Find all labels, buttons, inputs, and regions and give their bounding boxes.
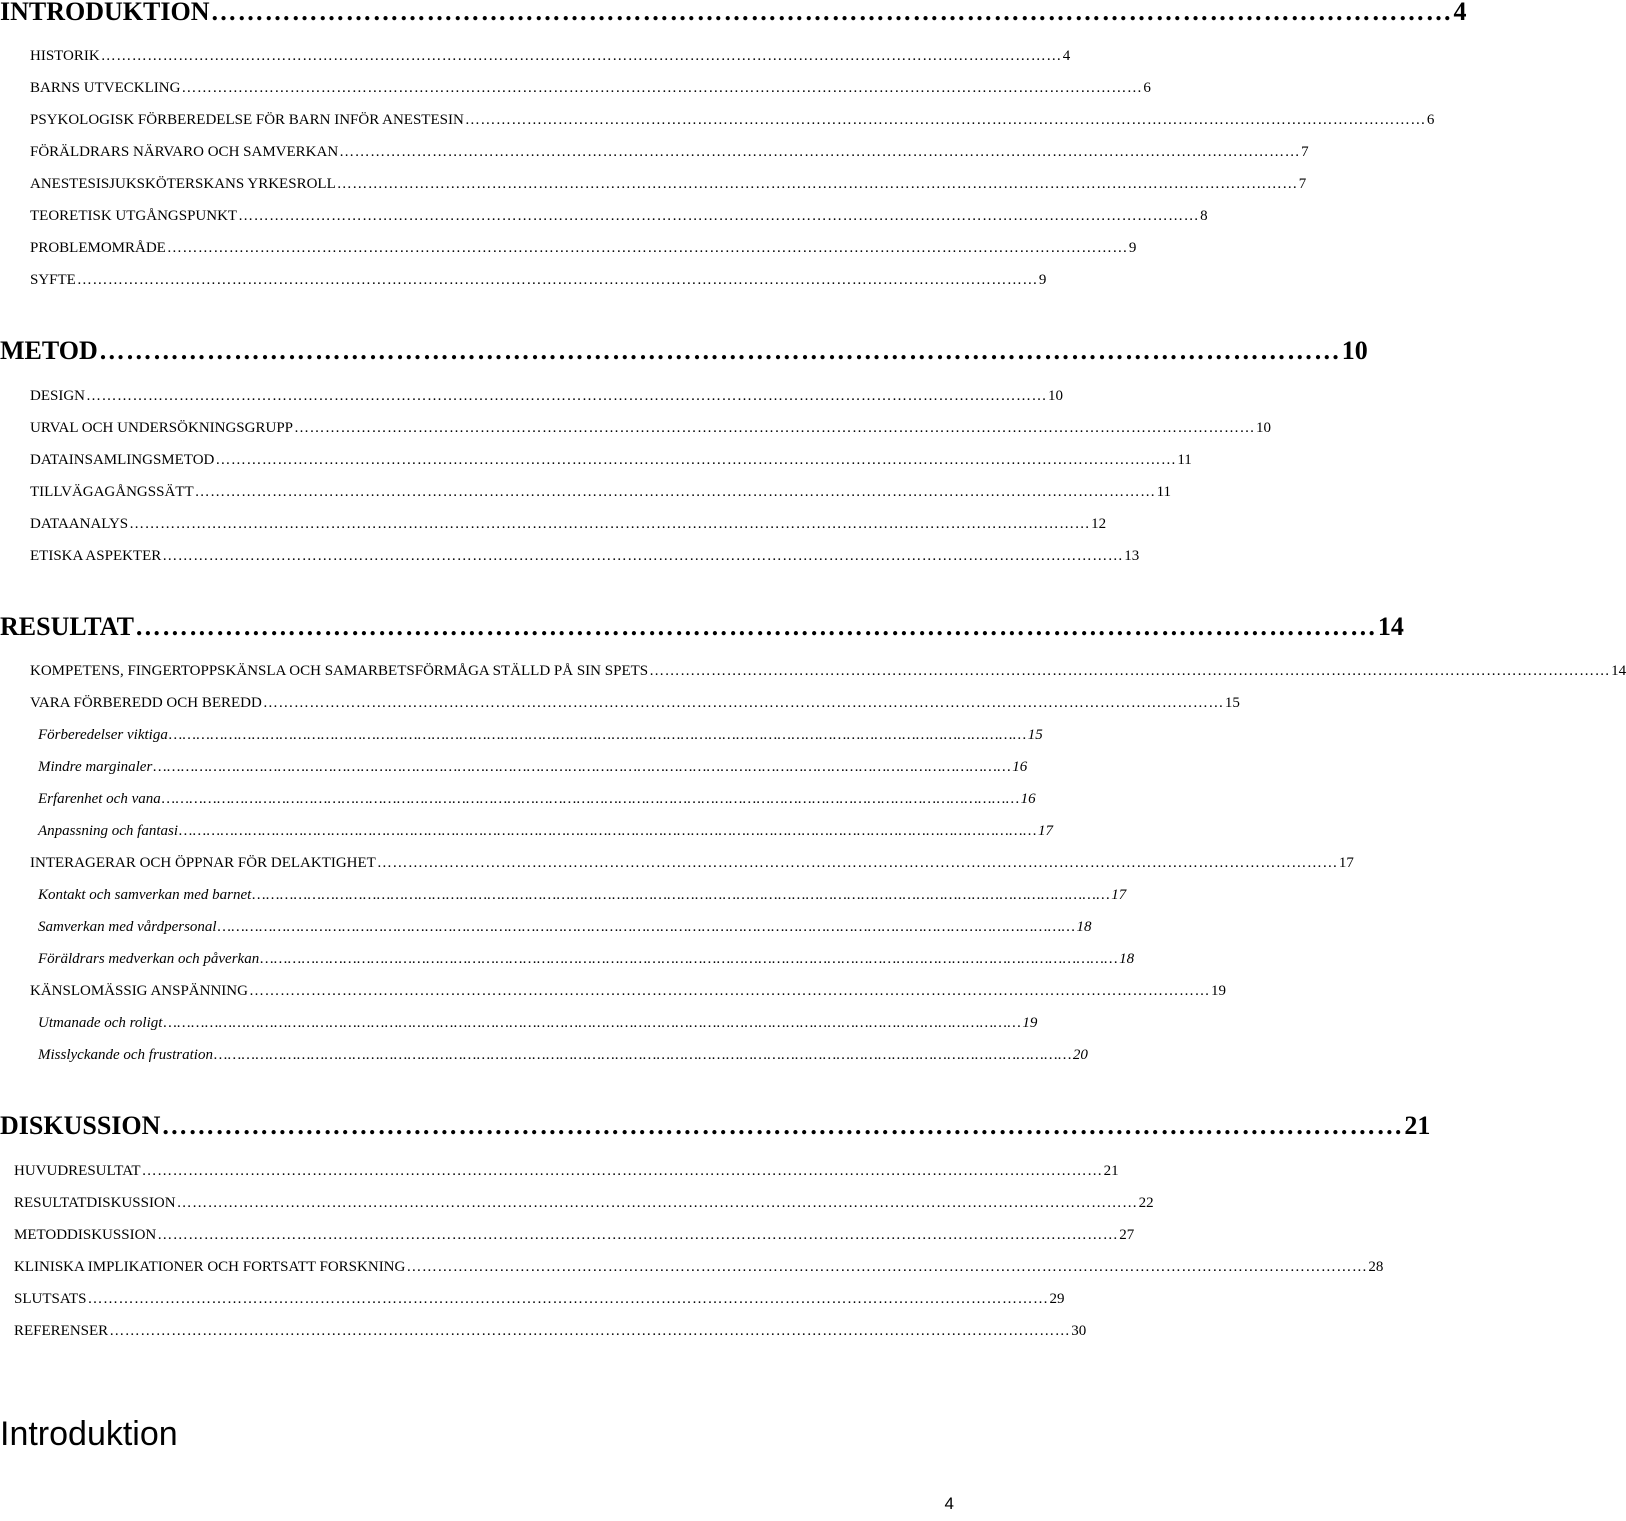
toc-entry[interactable] [30, 660, 1626, 682]
toc-entry-title: KLINISKA IMPLIKATIONER OCH FORTSATT FORSKNING [14, 1259, 406, 1275]
toc-entry-title: RESULTATDISKUSSION [14, 1195, 176, 1211]
toc-entry[interactable] [14, 1192, 1154, 1214]
toc-entry-page: 4 [1062, 48, 1071, 64]
toc-entry[interactable] [30, 385, 1063, 407]
toc-entry-page: 16 [1020, 791, 1036, 807]
toc-entry-title: Föräldrars medverkan och påverkan [38, 951, 260, 967]
toc-leader: …………………………………………………………………………………………………………………………………………………………………… [194, 484, 1156, 500]
toc-leader: …………………………………………………………………………………………………………………………………………………………………… [262, 695, 1224, 711]
toc-chapter-resultat[interactable] [0, 611, 1404, 643]
toc-entry-title: TEORETISK UTGÅNGSPUNKT [30, 208, 238, 224]
toc-leader: …………………………………………………………………………………………………………………………………………………………………… [238, 208, 1200, 224]
toc-subentry[interactable] [38, 916, 1092, 938]
toc-entry[interactable] [14, 1160, 1119, 1182]
toc-entry-title: KOMPETENS, FINGERTOPPSKÄNSLA OCH SAMARBETSFÖRMÅGA STÄLLD PÅ SIN SPETS [30, 663, 649, 679]
toc-entry[interactable] [30, 237, 1137, 259]
toc-page-number: 14 [1377, 612, 1404, 641]
toc-entry-page: 17 [1338, 855, 1354, 871]
toc-chapter-metod[interactable] [0, 335, 1368, 367]
toc-entry-title: DESIGN [30, 388, 85, 404]
toc-chapter-title: DISKUSSION [0, 1111, 161, 1140]
toc-leader: …………………………………………………………………………………………………………………………………………………………………… [217, 919, 1076, 935]
toc-entry[interactable] [30, 173, 1307, 195]
toc-leader: …………………………………………………………………………………………………………………………………………………………………… [86, 388, 1047, 404]
toc-chapter-title: METOD [0, 336, 98, 365]
toc-chapter-title: INTRODUKTION [0, 0, 210, 26]
toc-entry[interactable] [14, 1256, 1384, 1278]
toc-leader: …………………………………………………………………………………………………………………………………………………………………… [464, 112, 1426, 128]
toc-leader: …………………………………………………………………………………………………………………………………………………………………… [109, 1323, 1071, 1339]
toc-entry-title: DATAINSAMLINGSMETOD [30, 452, 215, 468]
toc-leader: …………………………………………………………………………………………………………………………………………………………………… [336, 176, 1298, 192]
toc-entry-page: 9 [1128, 240, 1137, 256]
toc-entry-page: 20 [1072, 1047, 1088, 1063]
toc-leader: …………………………………………………………………………………………………………………………………………………………………… [76, 272, 1038, 288]
toc-leader: …………………………………………………………………………………………………………………………………………………………………… [163, 1015, 1022, 1031]
toc-leader: …………………………………………………………………………………………………………………………………………………………………… [179, 823, 1037, 839]
toc-entry[interactable] [30, 980, 1226, 1002]
toc-leader: ………………………………………………………………………………………………………………………… [210, 0, 1453, 26]
toc-entry-page: 22 [1138, 1195, 1154, 1211]
toc-entry-page: 15 [1224, 695, 1240, 711]
toc-entry-page: 29 [1049, 1291, 1065, 1307]
toc-entry-title: INTERAGERAR OCH ÖPPNAR FÖR DELAKTIGHET [30, 855, 376, 871]
toc-entry-title: URVAL OCH UNDERSÖKNINGSGRUPP [30, 420, 294, 436]
toc-entry-page: 9 [1038, 272, 1047, 288]
toc-leader: …………………………………………………………………………………………………………………………………………………………………… [153, 759, 1012, 775]
toc-leader: …………………………………………………………………………………………………………………………………………………………………… [129, 516, 1091, 532]
toc-entry[interactable] [14, 1288, 1065, 1310]
toc-entry-title: Anpassning och fantasi [38, 823, 179, 839]
toc-entry-title: HUVUDRESULTAT [14, 1163, 141, 1179]
toc-subentry[interactable] [38, 948, 1135, 970]
toc-leader: …………………………………………………………………………………………………………………………………………………………………… [168, 727, 1027, 743]
toc-leader: …………………………………………………………………………………………………………………………………………………………………… [161, 791, 1020, 807]
toc-leader: …………………………………………………………………………………………………………………………………………………………………… [406, 1259, 1368, 1275]
toc-entry-page: 19 [1210, 983, 1226, 999]
toc-entry-title: FÖRÄLDRARS NÄRVARO OCH SAMVERKAN [30, 144, 339, 160]
toc-entry[interactable] [14, 1320, 1087, 1342]
toc-subentry[interactable] [38, 1012, 1038, 1034]
toc-entry-title: Förberedelser viktiga [38, 727, 168, 743]
toc-entry-title: BARNS UTVECKLING [30, 80, 181, 96]
toc-entry-title: PSYKOLOGISK FÖRBEREDELSE FÖR BARN INFÖR ANESTESIN [30, 112, 464, 128]
toc-leader: …………………………………………………………………………………………………………………………………………………………………… [215, 452, 1177, 468]
toc-leader: …………………………………………………………………………………………………………………………………………………………………… [252, 887, 1111, 903]
toc-entry-title: Erfarenhet och vana [38, 791, 161, 807]
page-number: 4 [944, 1494, 954, 1513]
toc-subentry[interactable] [38, 884, 1127, 906]
toc-entry-page: 18 [1076, 919, 1092, 935]
toc-entry[interactable] [30, 205, 1208, 227]
toc-entry[interactable] [14, 1224, 1135, 1246]
toc-entry-page: 15 [1027, 727, 1043, 743]
toc-entry-title: METODDISKUSSION [14, 1227, 157, 1243]
toc-entry-title: ETISKA ASPEKTER [30, 548, 162, 564]
toc-leader: ………………………………………………………………………………………………………………………… [161, 1111, 1404, 1140]
toc-leader: …………………………………………………………………………………………………………………………………………………………………… [213, 1047, 1072, 1063]
toc-entry-page: 6 [1143, 80, 1151, 96]
toc-entry[interactable] [30, 77, 1151, 99]
toc-chapter-title: RESULTAT [0, 612, 134, 641]
toc-subentry[interactable] [38, 820, 1053, 842]
toc-entry[interactable] [30, 141, 1309, 163]
toc-leader: …………………………………………………………………………………………………………………………………………………………………… [649, 663, 1611, 679]
toc-leader: …………………………………………………………………………………………………………………………………………………………………… [260, 951, 1119, 967]
toc-entry-page: 16 [1012, 759, 1028, 775]
toc-chapter-diskussion[interactable] [0, 1110, 1431, 1142]
toc-leader: …………………………………………………………………………………………………………………………………………………………………… [339, 144, 1301, 160]
toc-entry-page: 8 [1200, 208, 1208, 224]
toc-entry-title: SYFTE [30, 272, 76, 288]
toc-entry-page: 12 [1091, 516, 1107, 532]
toc-entry[interactable] [30, 692, 1240, 714]
toc-entry[interactable] [30, 481, 1172, 503]
toc-leader: …………………………………………………………………………………………………………………………………………………………………… [181, 80, 1143, 96]
toc-leader: …………………………………………………………………………………………………………………………………………………………………… [248, 983, 1210, 999]
toc-page-number: 10 [1341, 336, 1368, 365]
toc-subentry[interactable] [38, 756, 1028, 778]
toc-entry-page: 13 [1124, 548, 1140, 564]
toc-entry-page: 7 [1298, 176, 1307, 192]
toc-subentry[interactable] [38, 724, 1043, 746]
toc-entry-page: 14 [1611, 663, 1626, 679]
toc-entry-title: DATAANALYS [30, 516, 129, 532]
toc-entry-page: 18 [1119, 951, 1135, 967]
toc-entry-page: 27 [1119, 1227, 1135, 1243]
toc-entry-title: Samverkan med vårdpersonal [38, 919, 217, 935]
toc-entry-title: KÄNSLOMÄSSIG ANSPÄNNING [30, 983, 248, 999]
toc-leader: …………………………………………………………………………………………………………………………………………………………………… [100, 48, 1062, 64]
toc-leader: …………………………………………………………………………………………………………………………………………………………………… [176, 1195, 1138, 1211]
toc-entry[interactable] [30, 513, 1107, 535]
toc-entry-title: HISTORIK [30, 48, 100, 64]
toc-entry-title: REFERENSER [14, 1323, 109, 1339]
toc-entry[interactable] [30, 269, 1047, 291]
toc-entry[interactable] [30, 449, 1192, 471]
toc-entry[interactable] [30, 852, 1354, 874]
toc-page-number: 4 [1453, 0, 1467, 26]
toc-entry-page: 10 [1048, 388, 1063, 404]
toc-entry-page: 19 [1022, 1015, 1038, 1031]
toc-entry-page: 17 [1111, 887, 1127, 903]
toc-leader: …………………………………………………………………………………………………………………………………………………………………… [162, 548, 1124, 564]
toc-leader: …………………………………………………………………………………………………………………………………………………………………… [141, 1163, 1103, 1179]
toc-leader: …………………………………………………………………………………………………………………………………………………………………… [157, 1227, 1119, 1243]
toc-entry-page: 28 [1368, 1259, 1384, 1275]
toc-entry-title: TILLVÄGAGÅNGSSÄTT [30, 484, 194, 500]
toc-entry[interactable] [30, 417, 1272, 439]
toc-entry-page: 11 [1156, 484, 1172, 500]
toc-entry-title: Utmanade och roligt [38, 1015, 163, 1031]
toc-entry-page: 7 [1301, 144, 1309, 160]
toc-entry-title: VARA FÖRBEREDD OCH BEREDD [30, 695, 262, 711]
toc-entry[interactable] [30, 545, 1140, 567]
toc-leader: …………………………………………………………………………………………………………………………………………………………………… [166, 240, 1128, 256]
toc-entry-page: 30 [1071, 1323, 1087, 1339]
toc-entry-title: Misslyckande och frustration [38, 1047, 213, 1063]
toc-entry-page: 17 [1037, 823, 1053, 839]
toc-leader: …………………………………………………………………………………………………………………………………………………………………… [87, 1291, 1049, 1307]
toc-entry-page: 10 [1256, 420, 1272, 436]
toc-page-number: 21 [1404, 1111, 1431, 1140]
toc-entry-title: Kontakt och samverkan med barnet [38, 887, 252, 903]
toc-entry-page: 11 [1177, 452, 1192, 468]
toc-entry-title: ANESTESISJUKSKÖTERSKANS YRKESROLL [30, 176, 336, 192]
toc-chapter-introduktion[interactable] [0, 0, 1467, 28]
toc-entry-title: PROBLEMOMRÅDE [30, 240, 166, 256]
toc-entry[interactable] [30, 45, 1071, 67]
toc-subentry[interactable] [38, 788, 1036, 810]
toc-entry-title: Mindre marginaler [38, 759, 153, 775]
toc-leader: ………………………………………………………………………………………………………………………… [134, 612, 1377, 641]
toc-entry-title: SLUTSATS [14, 1291, 87, 1307]
toc-entry[interactable] [30, 109, 1435, 131]
toc-leader: …………………………………………………………………………………………………………………………………………………………………… [376, 855, 1338, 871]
toc-subentry[interactable] [38, 1044, 1088, 1066]
toc-leader: …………………………………………………………………………………………………………………………………………………………………… [294, 420, 1256, 436]
section-heading: Introduktion [0, 1415, 178, 1453]
toc-entry-page: 21 [1103, 1163, 1119, 1179]
toc-leader: ………………………………………………………………………………………………………………………… [98, 336, 1341, 365]
toc-entry-page: 6 [1426, 112, 1435, 128]
